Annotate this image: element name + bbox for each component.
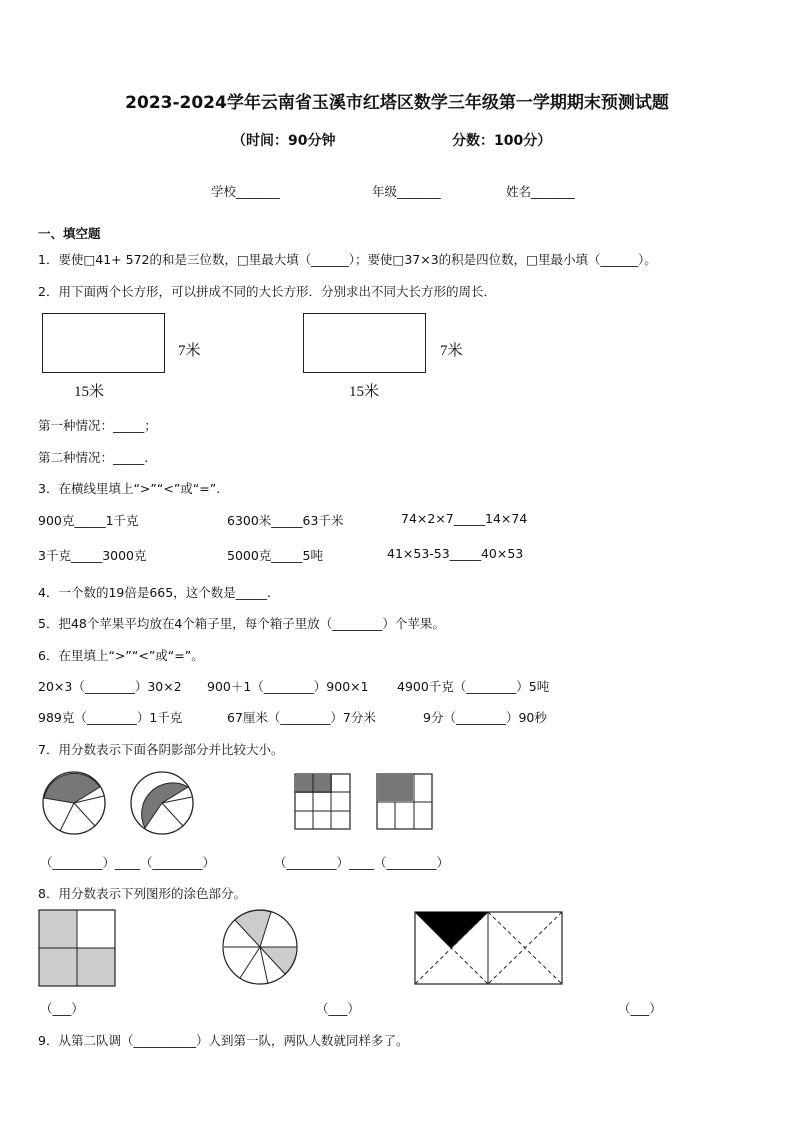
exam-score: 分数：100分） bbox=[452, 133, 552, 149]
q8-square bbox=[39, 910, 115, 986]
question-9: 9．从第二队调（__________）人到第一队，两队人数就同样多了。 bbox=[38, 1033, 409, 1048]
q3-item: 6300米_____63千米 bbox=[227, 513, 344, 528]
q6-item: 4900千克（________）5吨 bbox=[397, 679, 550, 694]
q6-item: 67厘米（________）7分米 bbox=[227, 710, 376, 725]
rect1-width-label: 7米 bbox=[178, 343, 201, 359]
q3-item: 41×53-53_____40×53 bbox=[387, 546, 524, 561]
page-title: 2023-2024学年云南省玉溪市红塔区数学三年级第一学期期末预测试题 bbox=[125, 93, 669, 113]
school-field: 学校_______ bbox=[211, 184, 280, 199]
q6-item: 900＋1（________）900×1 bbox=[207, 679, 369, 694]
q3-item: 900克_____1千克 bbox=[38, 513, 139, 528]
q3-item: 3千克_____3000克 bbox=[38, 548, 147, 563]
rect2-length-label: 15米 bbox=[349, 384, 380, 400]
question-1: 1．要使□41+ 572的和是三位数，□里最大填（______）；要使□37×3的积是四位数，□里最小填（______）。 bbox=[38, 252, 657, 267]
q3-item: 74×2×7_____14×74 bbox=[401, 511, 528, 526]
q2-case-1: 第一种情况：_____； bbox=[38, 418, 157, 433]
q8-rectangle bbox=[415, 912, 562, 984]
q7-answer-left: （________）____（________） bbox=[40, 855, 216, 870]
q7-answer-right: （________）____（________） bbox=[274, 855, 450, 870]
question-4: 4．一个数的19倍是665，这个数是_____. bbox=[38, 585, 271, 600]
question-8: 8．用分数表示下列图形的涂色部分。 bbox=[38, 886, 246, 901]
rect2-width-label: 7米 bbox=[440, 343, 463, 359]
question-6: 6．在里填上“>”“<”或“=”。 bbox=[38, 648, 204, 663]
q7-grid-1 bbox=[295, 774, 350, 829]
question-5: 5．把48个苹果平均放在4个箱子里，每个箱子里放（________）个苹果。 bbox=[38, 616, 445, 631]
rect1-length-label: 15米 bbox=[74, 384, 105, 400]
q2-case-2: 第二种情况：_____. bbox=[38, 450, 149, 465]
q7-circle-2 bbox=[131, 772, 193, 834]
name-field: 姓名_______ bbox=[506, 184, 575, 199]
q3-item: 5000克_____5吨 bbox=[227, 548, 324, 563]
question-7: 7．用分数表示下面各阴影部分并比较大小。 bbox=[38, 742, 284, 757]
q7-grid-2 bbox=[377, 774, 432, 829]
q7-circle-1 bbox=[43, 772, 105, 834]
question-2: 2．用下面两个长方形，可以拼成不同的大长方形．分别求出不同大长方形的周长． bbox=[38, 284, 496, 299]
q8-answer-3: （___） bbox=[618, 1001, 662, 1016]
section-heading-fill-blank: 一、填空题 bbox=[38, 226, 101, 241]
q6-item: 989克（________）1千克 bbox=[38, 710, 183, 725]
q8-answer-2: （___） bbox=[316, 1001, 360, 1016]
q6-item: 20×3（________）30×2 bbox=[38, 679, 182, 694]
question-3: 3．在横线里填上“>”“<”或“=”. bbox=[38, 481, 221, 496]
q6-item: 9分（________）90秒 bbox=[423, 710, 547, 725]
grade-field: 年级_______ bbox=[372, 184, 441, 199]
q8-circle bbox=[223, 910, 297, 984]
exam-time: （时间：90分钟 bbox=[232, 133, 336, 149]
q8-answer-1: （___） bbox=[40, 1001, 84, 1016]
